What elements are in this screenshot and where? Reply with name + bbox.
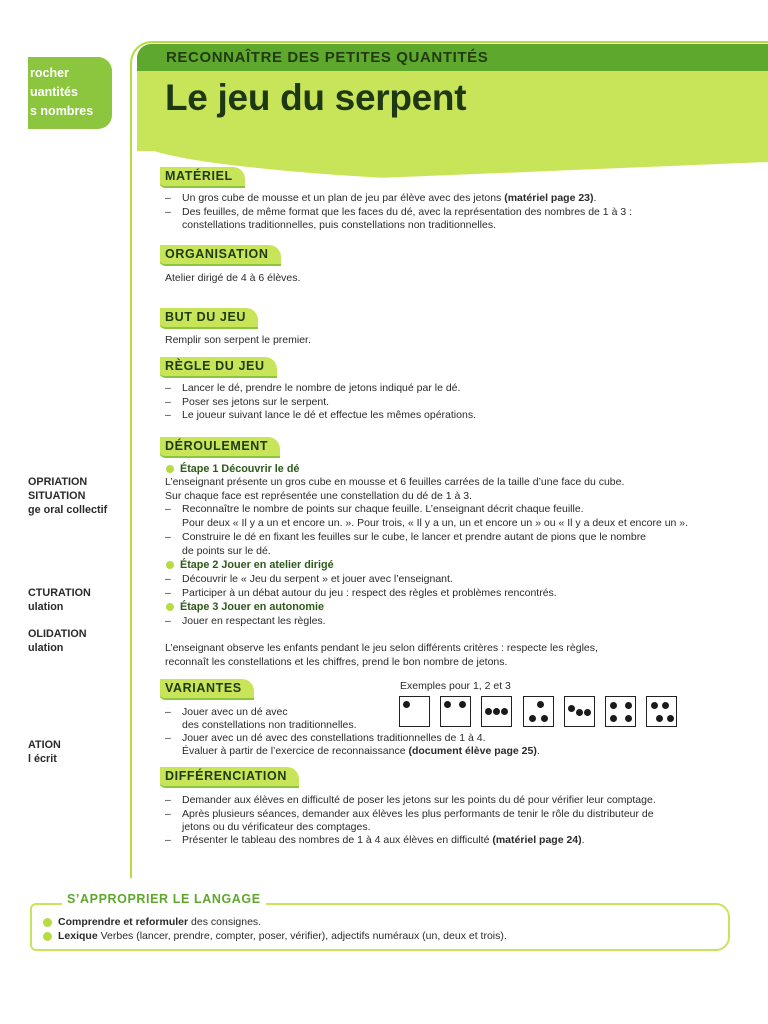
- die-pip: [667, 715, 674, 722]
- section-label-but: BUT DU JEU: [160, 308, 258, 327]
- bullet-dash: –: [165, 834, 171, 846]
- chapter-tab-line: uantités: [30, 85, 78, 99]
- step-text: de points sur le dé.: [182, 545, 271, 557]
- bullet-dash: –: [165, 531, 171, 543]
- die-pip: [656, 715, 663, 722]
- examples-label: Exemples pour 1, 2 et 3: [400, 680, 511, 692]
- observation-text: reconnaît les constellations et les chiffres, prend le bon nombre de jetons.: [165, 656, 508, 668]
- margin-note: ATION l écrit: [28, 739, 61, 765]
- language-item: Lexique Verbes (lancer, prendre, compter, poser, vérifier), adjectifs numéraux (un, deux et trois).: [43, 930, 507, 943]
- step-text: L’enseignant présente un gros cube en mousse et 6 feuilles carrées de la taille d’une face du cube.: [165, 476, 625, 488]
- die-pip: [403, 701, 410, 708]
- page-subtitle: RECONNAÎTRE DES PETITES QUANTITÉS: [166, 49, 489, 66]
- die-pip: [584, 709, 591, 716]
- chapter-tab-line: s nombres: [30, 104, 94, 118]
- variante-text: Jouer avec un dé avec: [182, 706, 288, 718]
- variante-text: Jouer avec un dé avec des constellations traditionnelles de 1 à 4.: [182, 732, 486, 744]
- bullet-dash: –: [165, 409, 171, 421]
- die-pip: [625, 702, 632, 709]
- step-text: Construire le dé en fixant les feuilles sur le cube, le lancer et prendre autant de pions que le nombre: [182, 531, 647, 543]
- step-text: Jouer en respectant les règles.: [182, 615, 326, 627]
- bullet-dash: –: [165, 573, 171, 585]
- bullet-dash: –: [165, 396, 171, 408]
- margin-note: CTURATION ulation: [28, 587, 91, 613]
- page-title: Le jeu du serpent: [165, 77, 467, 118]
- variante-text: Évaluer à partir de l’exercice de reconnaissance (document élève page 25).: [182, 745, 540, 757]
- die-face-3: [481, 696, 512, 727]
- die-pip: [493, 708, 500, 715]
- step-heading: Étape 1 Découvrir le dé: [166, 463, 299, 477]
- die-pip: [501, 708, 508, 715]
- materiel-item: Un gros cube de mousse et un plan de jeu par élève avec des jetons (matériel page 23).: [182, 192, 597, 204]
- variante-text: des constellations non traditionnelles.: [182, 719, 357, 731]
- die-face-3-alt: [523, 696, 554, 727]
- step-text: Participer à un débat autour du jeu : respect des règles et problèmes rencontrés.: [182, 587, 557, 599]
- materiel-item: constellations traditionnelles, puis constellations non traditionnelles.: [182, 219, 497, 231]
- die-pip: [444, 701, 451, 708]
- section-label-regle: RÈGLE DU JEU: [160, 357, 277, 376]
- step-text: Reconnaître le nombre de points sur chaque feuille. L’enseignant décrit chaque feuille.: [182, 503, 584, 515]
- die-pip: [541, 715, 548, 722]
- left-rule: [130, 140, 132, 878]
- regle-item: Poser ses jetons sur le serpent.: [182, 396, 330, 408]
- step-text: Découvrir le « Jeu du serpent » et jouer avec l’enseignant.: [182, 573, 453, 585]
- die-pip: [662, 702, 669, 709]
- section-label-variantes: VARIANTES: [160, 679, 254, 698]
- bullet-dot: [43, 932, 52, 941]
- bullet-dash: –: [165, 794, 171, 806]
- step-heading: Étape 3 Jouer en autonomie: [166, 601, 324, 615]
- bullet-dot: [166, 465, 174, 473]
- die-pip: [576, 709, 583, 716]
- die-pip: [625, 715, 632, 722]
- organisation-text: Atelier dirigé de 4 à 6 élèves.: [165, 272, 301, 284]
- bullet-dot: [43, 918, 52, 927]
- step-text: Sur chaque face est représentée une constellation du dé de 1 à 3.: [165, 490, 473, 502]
- section-label-organisation: ORGANISATION: [160, 245, 281, 264]
- language-item: Comprendre et reformuler des consignes.: [43, 916, 261, 929]
- differenciation-text: Présenter le tableau des nombres de 1 à 4 aux élèves en difficulté (matériel page 24).: [182, 834, 585, 846]
- materiel-item: Des feuilles, de même format que les faces du dé, avec la représentation des nombres de 1 à 3 :: [182, 206, 632, 218]
- but-text: Remplir son serpent le premier.: [165, 334, 311, 346]
- step-heading: Étape 2 Jouer en atelier dirigé: [166, 559, 334, 573]
- die-pip: [610, 715, 617, 722]
- die-pip: [485, 708, 492, 715]
- section-label-differenciation: DIFFÉRENCIATION: [160, 767, 299, 786]
- die-pip: [537, 701, 544, 708]
- bullet-dash: –: [165, 503, 171, 515]
- differenciation-text: Demander aux élèves en difficulté de poser les jetons sur les points du dé pour vérifier leur comptage.: [182, 794, 656, 806]
- die-face-1: [399, 696, 430, 727]
- chapter-tab: [28, 57, 112, 129]
- margin-note: OLIDATION ulation: [28, 628, 87, 654]
- bullet-dash: –: [165, 808, 171, 820]
- die-face-2: [440, 696, 471, 727]
- step-text: Pour deux « Il y a un et encore un. ». Pour trois, « Il y a un, un et encore un » ou « Il y a deux et encore un ».: [182, 517, 689, 529]
- bullet-dash: –: [165, 615, 171, 627]
- section-label-materiel: MATÉRIEL: [160, 167, 245, 186]
- die-pip: [610, 702, 617, 709]
- header-band: [137, 44, 768, 71]
- die-pip: [568, 705, 575, 712]
- regle-item: Lancer le dé, prendre le nombre de jetons indiqué par le dé.: [182, 382, 461, 394]
- regle-item: Le joueur suivant lance le dé et effectue les mêmes opérations.: [182, 409, 476, 421]
- bullet-dash: –: [165, 587, 171, 599]
- language-box-title: S’APPROPRIER LE LANGAGE: [62, 892, 266, 906]
- die-pip: [529, 715, 536, 722]
- bullet-dash: –: [165, 192, 171, 204]
- margin-note: OPRIATION SITUATION ge oral collectif: [28, 476, 108, 516]
- die-pip: [651, 702, 658, 709]
- differenciation-text: Après plusieurs séances, demander aux élèves les plus performants de tenir le rôle du distributeur de: [182, 808, 654, 820]
- die-pip: [459, 701, 466, 708]
- bullet-dot: [166, 561, 174, 569]
- die-face-4-alt: [605, 696, 636, 727]
- die-face-4: [564, 696, 595, 727]
- chapter-tab-line: rocher: [30, 66, 69, 80]
- bullet-dash: –: [165, 206, 171, 218]
- bullet-dot: [166, 603, 174, 611]
- bullet-dash: –: [165, 732, 171, 744]
- bullet-dash: –: [165, 382, 171, 394]
- section-label-deroulement: DÉROULEMENT: [160, 437, 280, 456]
- observation-text: L’enseignant observe les enfants pendant le jeu selon différents critères : respecte les règles,: [165, 642, 598, 654]
- bullet-dash: –: [165, 706, 171, 718]
- die-face-4-corners: [646, 696, 677, 727]
- differenciation-text: jetons ou du vérificateur des comptages.: [182, 821, 371, 833]
